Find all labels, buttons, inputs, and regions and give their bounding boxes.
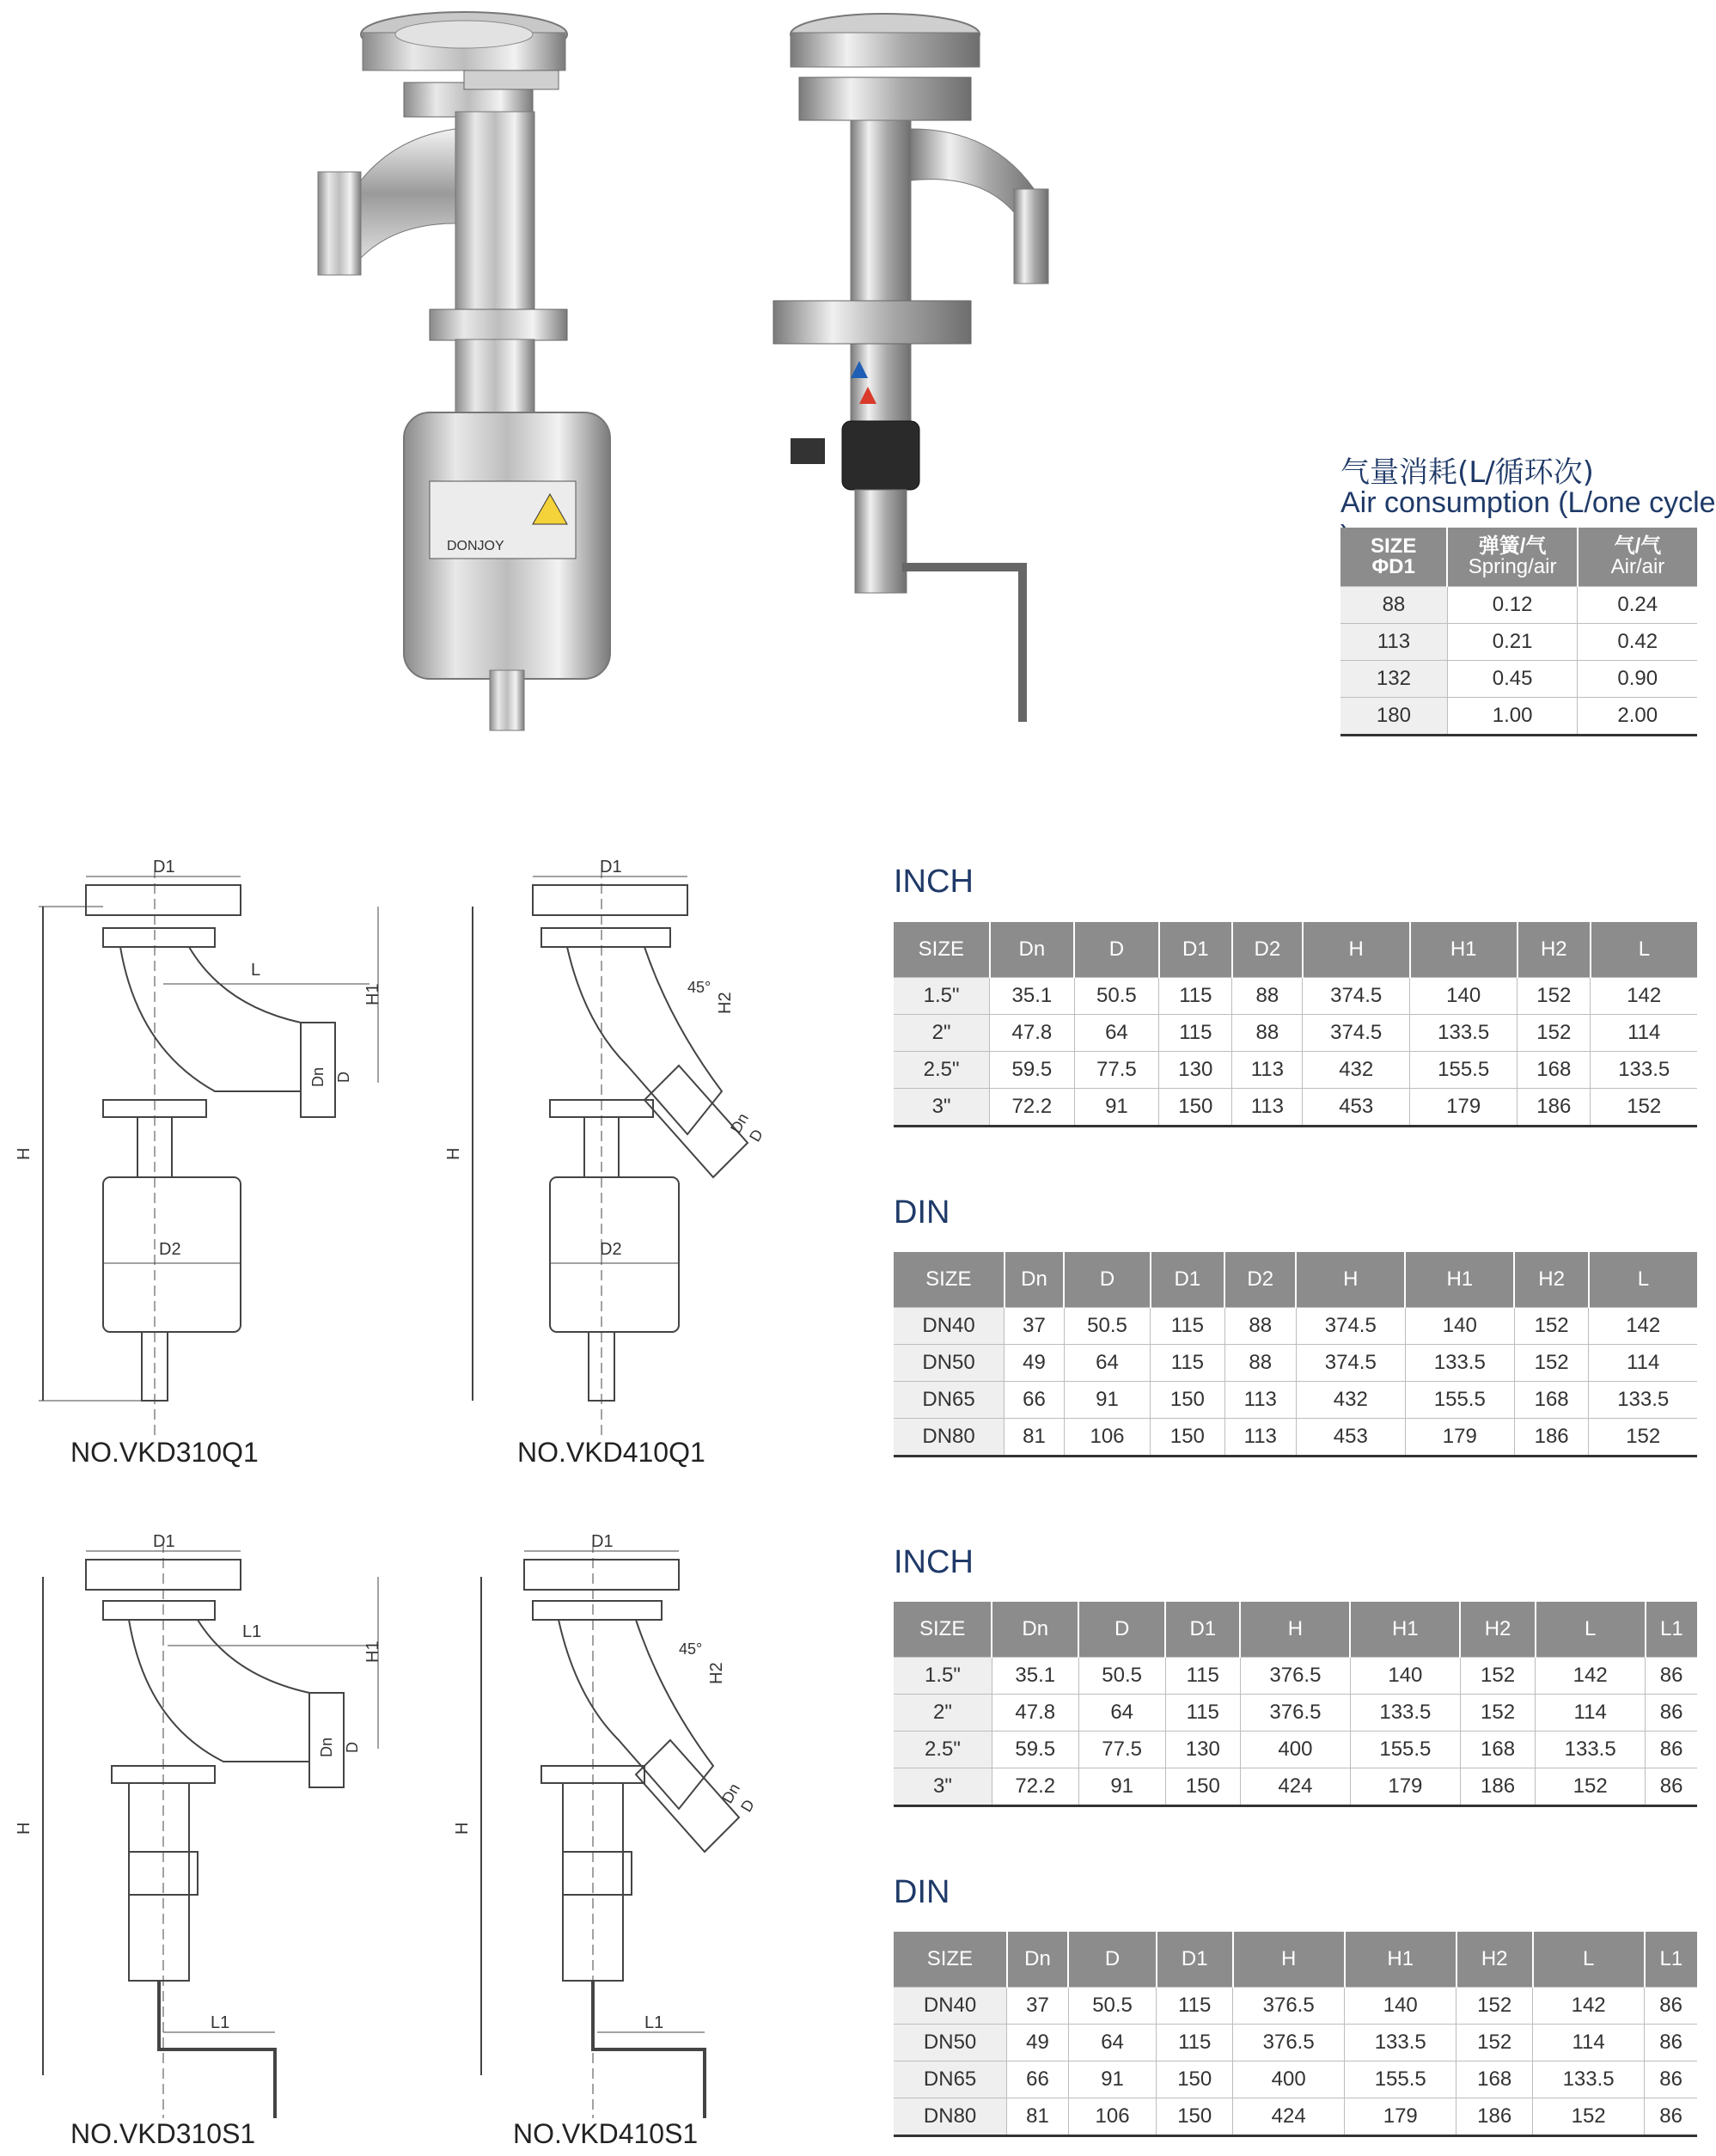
table-row: 3" 72.2 91 150 113 453 179 186 152 <box>894 1089 1697 1127</box>
drawing-vkd410q1 <box>444 851 842 1435</box>
svg-text:D1: D1 <box>153 1532 175 1551</box>
drawing-vkd410s1 <box>447 1525 842 2127</box>
svg-text:D: D <box>344 1742 361 1753</box>
table-row: DN80 81 106 150 113 453 179 186 152 <box>894 1419 1697 1457</box>
table-row: 1.5" 35.1 50.5 115 88 374.5 140 152 142 <box>894 978 1697 1015</box>
model-label-vkd310s1: NO.VKD310S1 <box>70 2118 256 2149</box>
section-title-inch-2: INCH <box>894 1544 974 1580</box>
table-header: 弹簧/气 Spring/air <box>1447 528 1578 587</box>
table-row: DN40 37 50.5 115 88 374.5 140 152 142 <box>894 1308 1697 1345</box>
table-row: DN40 37 50.5 115 376.5 140 152 142 86 <box>894 1988 1697 2025</box>
svg-text:H2: H2 <box>707 1662 726 1684</box>
table-row: 1.5" 35.1 50.5 115 376.5 140 152 142 86 <box>894 1658 1697 1695</box>
table-row: 180 1.00 2.00 <box>1340 698 1697 736</box>
svg-text:Dn: Dn <box>309 1066 327 1087</box>
model-label-vkd410q1: NO.VKD410Q1 <box>517 1437 705 1468</box>
svg-text:D: D <box>335 1072 352 1083</box>
air-consumption-title-cn: 气量消耗(L/循环次) <box>1340 455 1594 490</box>
table-row: 113 0.21 0.42 <box>1340 624 1697 661</box>
table-row: 132 0.45 0.90 <box>1340 661 1697 698</box>
svg-text:H: H <box>453 1822 472 1835</box>
table-row: 3" 72.2 91 150 424 179 186 152 86 <box>894 1768 1697 1806</box>
svg-text:H: H <box>444 1147 463 1160</box>
table-row: 2" 47.8 64 115 376.5 133.5 152 114 86 <box>894 1695 1697 1732</box>
svg-text:Dn: Dn <box>318 1737 335 1757</box>
drawing-vkd310q1 <box>17 851 430 1435</box>
svg-text:L: L <box>251 961 261 980</box>
svg-text:H: H <box>15 1147 34 1160</box>
table-row: 2" 47.8 64 115 88 374.5 133.5 152 114 <box>894 1015 1697 1052</box>
svg-text:L1: L1 <box>211 2013 230 2032</box>
air-consumption-table <box>1340 528 1697 736</box>
section-title-inch-1: INCH <box>894 864 974 900</box>
table-row: 2.5" 59.5 77.5 130 113 432 155.5 168 133.5 <box>894 1052 1697 1089</box>
air-consumption-title-en: Air consumption (L/one cycle <box>1340 486 1716 519</box>
table-row: DN50 49 64 115 376.5 133.5 152 114 86 <box>894 2025 1697 2061</box>
svg-text:H1: H1 <box>363 983 382 1005</box>
actuator-label: DONJOY <box>447 539 504 553</box>
svg-text:L1: L1 <box>644 2013 664 2032</box>
svg-text:45°: 45° <box>679 1640 703 1658</box>
svg-text:D: D <box>737 1796 758 1815</box>
svg-text:H1: H1 <box>363 1640 382 1663</box>
dimension-table-din-1: SIZE Dn D D1 D2 H H1 H2 L DN40 37 50.5 115 88 374.5 140 152 142 DN50 49 64 115 88 374.5 133.5 152 114 DN65 66 91 150 113 432 155.5 168 133.5 DN80 81 106 150 113 453 179 186 152 <box>894 1252 1697 1457</box>
svg-text:D: D <box>746 1126 766 1145</box>
table-row: DN65 66 91 150 113 432 155.5 168 133.5 <box>894 1382 1697 1419</box>
svg-text:H: H <box>15 1822 34 1835</box>
table-row: 2.5" 59.5 77.5 130 400 155.5 168 133.5 86 <box>894 1732 1697 1768</box>
svg-text:Dn: Dn <box>718 1780 743 1806</box>
svg-text:Dn: Dn <box>727 1110 752 1136</box>
svg-text:H2: H2 <box>716 992 735 1014</box>
svg-text:45°: 45° <box>687 979 711 996</box>
dimension-table-din-2: SIZE Dn D D1 H H1 H2 L L1 DN40 37 50.5 115 376.5 140 152 142 86 DN50 49 64 115 376.5 133.5 152 114 86 DN65 66 91 150 400 155.5 168 133.5 86 DN80 81 106 150 424 179 186 152 86 <box>894 1932 1697 2137</box>
section-title-din-1: DIN <box>894 1194 950 1231</box>
svg-text:D1: D1 <box>591 1532 614 1551</box>
svg-text:D1: D1 <box>600 858 622 876</box>
drawing-vkd310s1 <box>17 1525 430 2127</box>
table-header: 气/气 Air/air <box>1578 528 1697 587</box>
table-row: DN50 49 64 115 88 374.5 133.5 152 114 <box>894 1345 1697 1382</box>
svg-text:D2: D2 <box>600 1240 622 1259</box>
product-photo-left <box>292 0 670 756</box>
table-row: DN65 66 91 150 400 155.5 168 133.5 86 <box>894 2061 1697 2098</box>
dimension-table-inch-1: SIZE Dn D D1 D2 H H1 H2 L 1.5" 35.1 50.5 115 88 374.5 140 152 142 2" 47.8 64 115 88 374.5 133.5 152 114 2.5" 59.5 77.5 130 113 432 155.5 168 133.5 3" 72.2 91 150 113 453 179 186 152 <box>894 922 1697 1127</box>
section-title-din-2: DIN <box>894 1874 950 1910</box>
table-row: 88 0.12 0.24 <box>1340 587 1697 624</box>
svg-text:L1: L1 <box>242 1622 262 1641</box>
table-header: SIZE ΦD1 <box>1340 528 1447 587</box>
model-label-vkd310q1: NO.VKD310Q1 <box>70 1437 259 1468</box>
table-row: DN80 81 106 150 424 179 186 152 86 <box>894 2098 1697 2136</box>
product-photo-right <box>739 0 1083 756</box>
svg-text:D1: D1 <box>153 858 175 876</box>
model-label-vkd410s1: NO.VKD410S1 <box>513 2118 699 2149</box>
svg-text:D2: D2 <box>159 1240 181 1259</box>
dimension-table-inch-2: SIZE Dn D D1 H H1 H2 L L1 1.5" 35.1 50.5 115 376.5 140 152 142 86 2" 47.8 64 115 376.5 133.5 152 114 86 2.5" 59.5 77.5 130 400 155.5 168 133.5 86 3" 72.2 91 150 424 179 186 152 86 <box>894 1602 1697 1807</box>
